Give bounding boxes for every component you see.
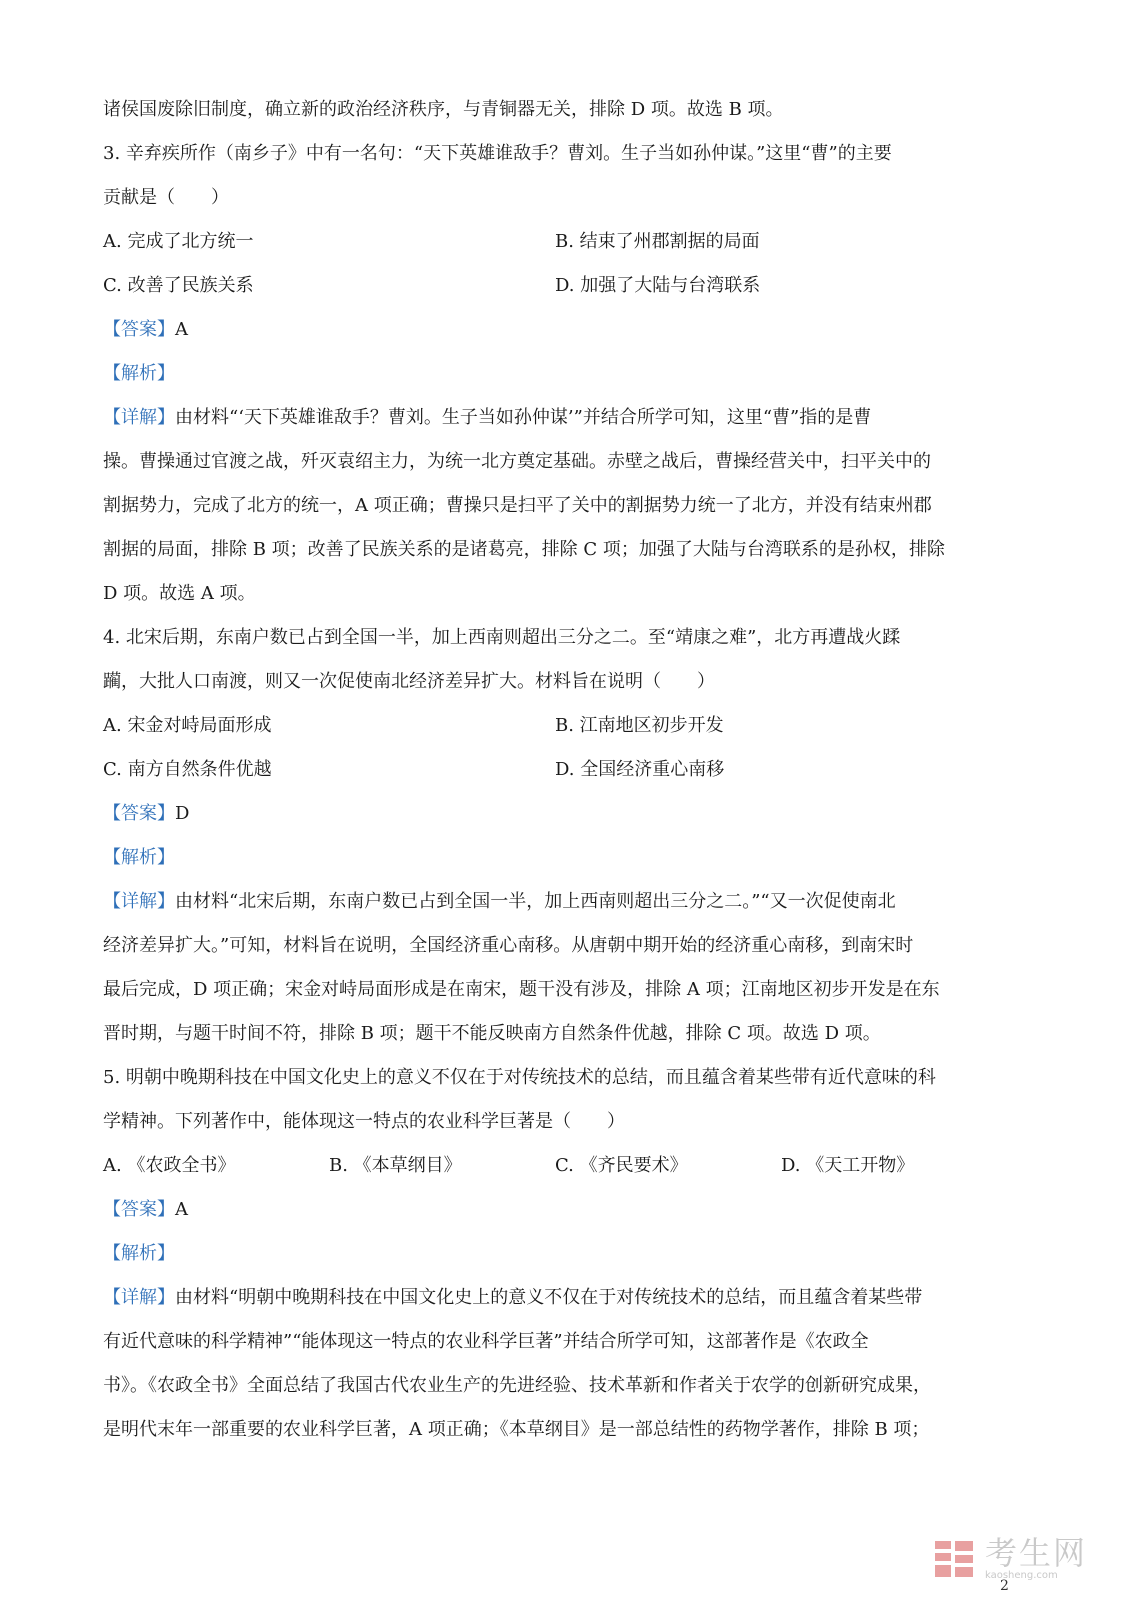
option-d: D. 加强了大陆与台湾联系	[555, 275, 761, 296]
answer-line	[103, 1188, 1023, 1232]
watermark-text	[985, 1536, 1087, 1582]
question-3-stem: 3. 辛弃疾所作（南乡子》中有一名句：“天下英雄谁敌手？曹刘。生子当如孙仲谋。”这里“曹”的主要	[103, 143, 892, 164]
detail-line	[103, 880, 1023, 924]
detail-line	[103, 1276, 1023, 1320]
detail-text: 由材料“明朝中晚期科技在中国文化史上的意义不仅在于对传统技术的总结，而且蕴含着某些带	[175, 1287, 923, 1308]
detail-line: 有近代意味的科学精神”“能体现这一特点的农业科学巨著”并结合所学可知，这部著作是《农政全	[103, 1331, 869, 1352]
analysis-tag: 【解析】	[103, 1243, 175, 1264]
option-b: B. 江南地区初步开发	[555, 715, 724, 736]
question-3-options-row-2	[103, 264, 1023, 308]
option-b: B. 结束了州郡割据的局面	[555, 231, 760, 252]
answer-value: A	[175, 319, 188, 340]
question-4-stem-cont: 躏，大批人口南渡，则又一次促使南北经济差异扩大。材料旨在说明（ ）	[103, 671, 715, 692]
option-d: D. 全国经济重心南移	[555, 759, 725, 780]
detail-tag: 【详解】	[103, 891, 175, 912]
question-5-stem-cont: 学精神。下列著作中，能体现这一特点的农业科学巨著是（ ）	[103, 1111, 625, 1132]
answer-value: D	[175, 803, 190, 824]
detail-tag: 【详解】	[103, 1287, 175, 1308]
watermark	[933, 1536, 1087, 1582]
question-4-options-row-2	[103, 748, 1023, 792]
option-c: C. 《齐民要术》	[555, 1155, 688, 1176]
question-5-stem: 5. 明朝中晚期科技在中国文化史上的意义不仅在于对传统技术的总结，而且蕴含着某些带有近代意味的科	[103, 1067, 936, 1088]
answer-tag: 【答案】	[103, 803, 175, 824]
detail-line: 操。曹操通过官渡之战，歼灭袁绍主力，为统一北方奠定基础。赤壁之战后，曹操经营关中，扫平关中的	[103, 451, 931, 472]
detail-text: 由材料“‘天下英雄谁敌手？曹刘。生子当如孙仲谋’”并结合所学可知，这里“曹”指的是曹	[175, 407, 872, 428]
detail-line: D 项。故选 A 项。	[103, 583, 256, 604]
question-3-stem-cont: 贡献是（ ）	[103, 187, 229, 208]
answer-tag: 【答案】	[103, 1199, 175, 1220]
detail-line: 割据的局面，排除 B 项；改善了民族关系的是诸葛亮，排除 C 项；加强了大陆与台湾联系的是孙权，排除	[103, 539, 945, 560]
watermark-url: kaosheng.com	[984, 1570, 1058, 1581]
detail-tag: 【详解】	[103, 407, 175, 428]
detail-line	[103, 396, 1023, 440]
kaosheng-logo-icon	[933, 1537, 977, 1581]
question-4-options-row-1	[103, 704, 1023, 748]
document-page	[103, 88, 1023, 1452]
answer-line	[103, 792, 1023, 836]
analysis-tag: 【解析】	[103, 363, 175, 384]
option-a: A. 宋金对峙局面形成	[103, 715, 272, 736]
analysis-tag: 【解析】	[103, 847, 175, 868]
question-4-stem: 4. 北宋后期，东南户数已占到全国一半，加上西南则超出三分之二。至“靖康之难”，北方再遭战火蹂	[103, 627, 901, 648]
option-a: A. 《农政全书》	[103, 1155, 236, 1176]
detail-line: 晋时期，与题干时间不符，排除 B 项；题干不能反映南方自然条件优越，排除 C 项。故选 D 项。	[103, 1023, 881, 1044]
detail-line: 割据势力，完成了北方的统一，A 项正确；曹操只是扫平了关中的割据势力统一了北方，并没有结束州郡	[103, 495, 932, 516]
detail-text: 由材料“北宋后期，东南户数已占到全国一半，加上西南则超出三分之二。”“又一次促使南北	[175, 891, 896, 912]
question-5-options	[103, 1144, 1023, 1188]
option-c: C. 南方自然条件优越	[103, 759, 272, 780]
option-c: C. 改善了民族关系	[103, 275, 254, 296]
page-number: 2	[1000, 1578, 1009, 1594]
option-d: D. 《天工开物》	[781, 1155, 915, 1176]
detail-line: 经济差异扩大。”可知，材料旨在说明，全国经济重心南移。从唐朝中期开始的经济重心南移，到南宋时	[103, 935, 914, 956]
text-line: 诸侯国废除旧制度，确立新的政治经济秩序，与青铜器无关，排除 D 项。故选 B 项。	[103, 99, 784, 120]
option-a: A. 完成了北方统一	[103, 231, 254, 252]
detail-line: 书》。《农政全书》全面总结了我国古代农业生产的先进经验、技术革新和作者关于农学的创新研究成果，	[103, 1375, 931, 1396]
detail-line: 是明代末年一部重要的农业科学巨著，A 项正确；《本草纲目》是一部总结性的药物学著作，排除 B 项；	[103, 1419, 930, 1440]
answer-value: A	[175, 1199, 188, 1220]
detail-line: 最后完成，D 项正确；宋金对峙局面形成是在南宋，题干没有涉及，排除 A 项；江南地区初步开发是在东	[103, 979, 940, 1000]
question-3-options-row-1	[103, 220, 1023, 264]
answer-line	[103, 308, 1023, 352]
watermark-name: 考生网	[984, 1534, 1087, 1572]
option-b: B. 《本草纲目》	[329, 1155, 462, 1176]
answer-tag: 【答案】	[103, 319, 175, 340]
